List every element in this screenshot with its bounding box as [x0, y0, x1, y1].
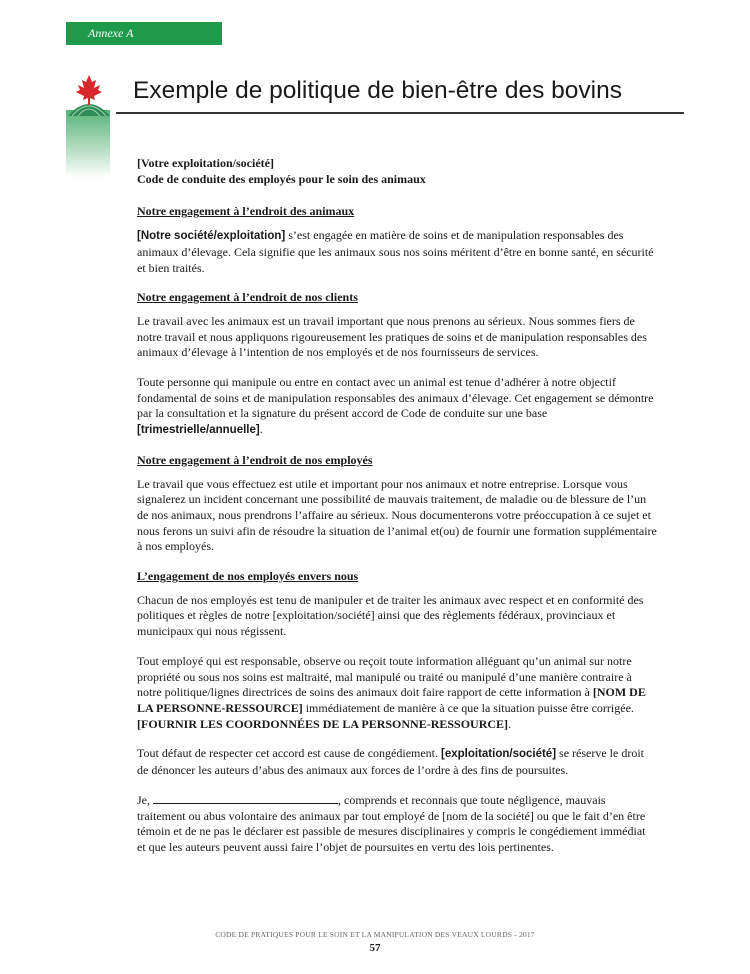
org-placeholder: [Votre exploitation/société]	[137, 156, 274, 170]
paragraph-commitment-3	[137, 746, 657, 778]
annex-label: Annexe A	[66, 22, 222, 45]
maple-leaf-logo-icon	[64, 72, 114, 116]
policy-content	[137, 156, 657, 870]
paragraph-commitment-1: Chacun de nos employés est tenu de manipuler et de traiter les animaux avec respect et en conformité des politiques et règles de notre [exploitation/société] ainsi que des règlements fédéraux, provinciaux et municipaux qui nous régissent.	[137, 592, 644, 639]
signature-name-blank[interactable]	[153, 793, 338, 804]
paragraph-text-end: .	[259, 422, 263, 437]
document-subtitle: Code de conduite des employés pour le soin des animaux	[137, 171, 426, 186]
paragraph-text: Tout défaut de respecter cet accord est cause de congédiement.	[137, 746, 442, 761]
bold-placeholder: [exploitation/société]	[441, 748, 557, 761]
section-heading-employee-commitment: L’engagement de nos employés envers nous	[137, 569, 359, 584]
bold-placeholder: [NOM DE LA PERSONNE-RESSOURCE]	[137, 685, 646, 715]
paragraph-text: s’est engagée en matière de soins et de manipulation responsables des animaux d’élevage. Cela signifie que les animaux sous nos soins méritent d’être en bonne santé, en sécurité et bien traités.	[137, 228, 654, 275]
page-number: 57	[369, 942, 381, 954]
bold-placeholder: [FOURNIR LES COORDONNÉES DE LA PERSONNE-RESSOURCE]	[137, 716, 509, 731]
paragraph-clients-1: Le travail avec les animaux est un travail important que nous prenons au sérieux. Nous sommes fiers de notre travail et nous appliquons rigoureusement les pratiques de soins et de manipulation responsables des animaux d’élevage à l’intention de nos employés et de nos fournisseurs de services.	[137, 313, 647, 360]
section-heading-animals: Notre engagement à l’endroit des animaux	[137, 204, 355, 219]
paragraph-text-end: se réserve le droit de dénoncer les auteurs d’abus des animaux aux forces de l’ordre à des fins de poursuites.	[137, 746, 645, 778]
section-heading-clients: Notre engagement à l’endroit de nos clients	[137, 290, 358, 305]
paragraph-text-end: .	[508, 716, 512, 731]
paragraph-text-mid: immédiatement de manière à ce que la situation puisse être corrigée.	[302, 700, 634, 715]
paragraph-animals	[137, 228, 657, 276]
paragraph-commitment-2	[137, 654, 657, 733]
bold-placeholder: [trimestrielle/annuelle]	[137, 424, 260, 437]
paragraph-text-start: Je,	[137, 792, 153, 807]
paragraph-text: Tout employé qui est responsable, observe ou reçoit toute information alléguant qu’un animal sur notre propriété ou sous nos soins est maltraité, mal manipulé ou traité ou manipulé d’une manière contraire à notre politique/lignes directrices de soins des animaux doit faire rapport de cette information à	[137, 653, 632, 700]
title-divider	[116, 112, 684, 114]
bold-placeholder: [Notre société/exploitation]	[137, 230, 286, 243]
paragraph-employees: Le travail que vous effectuez est utile et important pour nos animaux et notre entreprise. Lorsque vous signalerez un incident concernant une possibilité de mauvais traitement, de maladie ou de blessure de l’un de nos animaux, nous prendrons l’affaire au sérieux. Nous documenterons votre préoccupation à ce sujet et nous ferons un suivi afin de résoudre la situation de l’animal et(ou) de fournir une formation supplémentaire à nos employés.	[137, 476, 657, 554]
paragraph-clients-2	[137, 375, 657, 439]
page-title: Exemple de politique de bien-être des bovins	[133, 77, 622, 104]
section-heading-employees: Notre engagement à l’endroit de nos employés	[137, 452, 373, 467]
side-gradient-band	[66, 110, 110, 178]
paragraph-text: , comprends et reconnais que toute négligence, mauvais traitement ou abus volontaire des animaux par tout employé de [nom de la société] ou que le fait d’en être témoin et de ne pas le déclarer est passible de mesures disciplinaires y compris le congédiement immédiat et que les auteurs peuvent aussi faire l’objet de poursuites en vertu des lois pertinentes.	[137, 792, 646, 854]
paragraph-text: Toute personne qui manipule ou entre en contact avec un animal est tenue d’adhérer à notre objectif fondamental de soins et de manipulation responsables des animaux d’élevage. Cet engagement se démontre par la consultation et la signature du présent accord de Code de conduite sur une base	[137, 375, 654, 421]
footer-text: CODE DE PRATIQUES POUR LE SOIN ET LA MANIPULATION DES VEAUX LOURDS - 2017	[215, 930, 535, 939]
paragraph-acknowledgement	[137, 793, 657, 856]
